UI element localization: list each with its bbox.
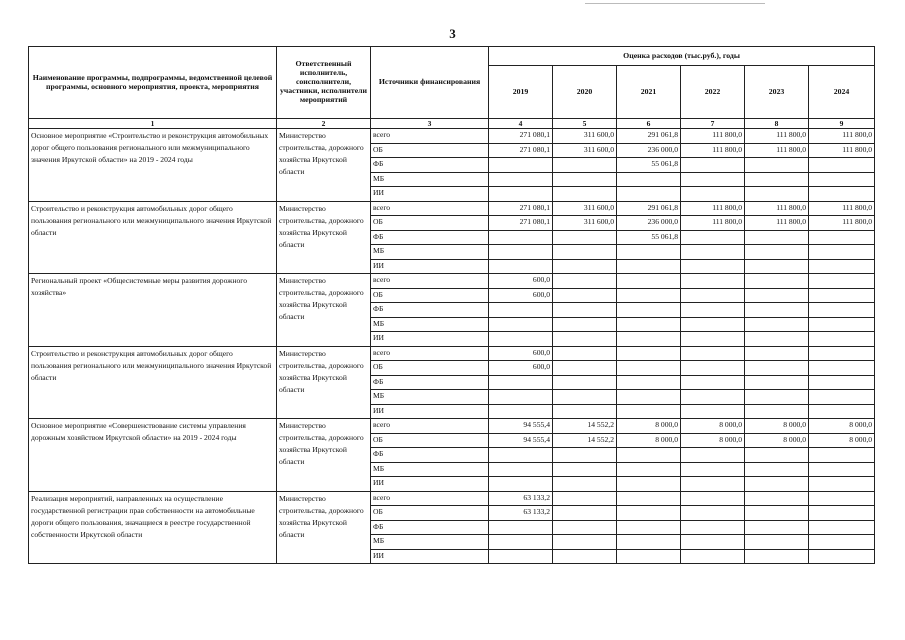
expense-value: 55 061,8 xyxy=(617,158,681,173)
expense-value: 8 000,0 xyxy=(745,419,809,434)
expense-value: 291 061,8 xyxy=(617,129,681,144)
page-number: 3 xyxy=(449,26,456,41)
expense-value xyxy=(681,346,745,361)
funding-source: ФБ xyxy=(371,230,489,245)
expense-value xyxy=(745,361,809,376)
funding-source: ИИ xyxy=(371,549,489,564)
expense-value xyxy=(745,172,809,187)
expense-value: 271 080,1 xyxy=(489,201,553,216)
expense-value xyxy=(809,303,875,318)
expense-value xyxy=(617,332,681,347)
expense-value: 63 133,2 xyxy=(489,491,553,506)
expense-value xyxy=(681,390,745,405)
activity-executor: Министерство строительства, дорожного хозяйства Иркутской области xyxy=(277,201,371,274)
expense-value xyxy=(809,245,875,260)
funding-source: ИИ xyxy=(371,259,489,274)
funding-source: ОБ xyxy=(371,216,489,231)
expense-value xyxy=(617,288,681,303)
funding-source: всего xyxy=(371,201,489,216)
expense-value xyxy=(745,317,809,332)
expense-value xyxy=(681,230,745,245)
expense-value: 94 555,4 xyxy=(489,419,553,434)
expense-value xyxy=(745,259,809,274)
expense-value xyxy=(681,317,745,332)
expense-value xyxy=(617,448,681,463)
expense-value: 14 552,2 xyxy=(553,419,617,434)
column-number: 6 xyxy=(617,119,681,129)
expense-value xyxy=(617,245,681,260)
expense-table xyxy=(28,46,875,564)
expense-value: 8 000,0 xyxy=(681,419,745,434)
funding-source: ИИ xyxy=(371,477,489,492)
expense-value xyxy=(809,520,875,535)
expense-value xyxy=(809,375,875,390)
expense-value xyxy=(681,158,745,173)
funding-source: всего xyxy=(371,274,489,289)
expense-value xyxy=(617,274,681,289)
expense-value xyxy=(489,462,553,477)
expense-value xyxy=(617,390,681,405)
expense-value: 291 061,8 xyxy=(617,201,681,216)
expense-value xyxy=(809,172,875,187)
funding-source: ФБ xyxy=(371,303,489,318)
expense-value xyxy=(553,462,617,477)
expense-value: 271 080,1 xyxy=(489,143,553,158)
expense-value xyxy=(809,274,875,289)
column-number: 3 xyxy=(371,119,489,129)
expense-value xyxy=(745,332,809,347)
expense-value: 311 600,0 xyxy=(553,143,617,158)
table-row xyxy=(29,274,875,289)
expense-value: 311 600,0 xyxy=(553,201,617,216)
table-row xyxy=(29,129,875,144)
header-year: 2023 xyxy=(745,66,809,119)
expense-value: 111 800,0 xyxy=(745,216,809,231)
scan-edge-line xyxy=(585,3,765,4)
expense-value xyxy=(745,535,809,550)
expense-value xyxy=(745,158,809,173)
expense-value xyxy=(489,259,553,274)
expense-value xyxy=(809,187,875,202)
expense-value xyxy=(809,448,875,463)
expense-value xyxy=(553,303,617,318)
funding-source: ОБ xyxy=(371,433,489,448)
expense-value xyxy=(617,303,681,318)
expense-value xyxy=(681,274,745,289)
expense-value xyxy=(681,549,745,564)
funding-source: всего xyxy=(371,346,489,361)
activity-executor: Министерство строительства, дорожного хозяйства Иркутской области xyxy=(277,419,371,492)
activity-name: Строительство и реконструкция автомобильных дорог общего пользования регионального или межмуниципального значения Иркутской области xyxy=(29,346,277,419)
header-year: 2021 xyxy=(617,66,681,119)
funding-source: ОБ xyxy=(371,506,489,521)
funding-source: ОБ xyxy=(371,143,489,158)
funding-source: всего xyxy=(371,419,489,434)
column-number: 2 xyxy=(277,119,371,129)
expense-value xyxy=(745,549,809,564)
expense-value xyxy=(681,448,745,463)
expense-value: 236 000,0 xyxy=(617,143,681,158)
expense-value xyxy=(553,317,617,332)
expense-value xyxy=(745,245,809,260)
expense-value: 600,0 xyxy=(489,274,553,289)
table-row xyxy=(29,201,875,216)
funding-source: МБ xyxy=(371,535,489,550)
header-year: 2022 xyxy=(681,66,745,119)
expense-value xyxy=(617,187,681,202)
expense-value: 63 133,2 xyxy=(489,506,553,521)
funding-source: МБ xyxy=(371,172,489,187)
expense-value: 8 000,0 xyxy=(809,433,875,448)
expense-value xyxy=(553,361,617,376)
header-name: Наименование программы, подпрограммы, ведомственной целевой программы, основного мероприятия, проекта, мероприятия xyxy=(29,47,277,119)
expense-value xyxy=(617,172,681,187)
funding-source: всего xyxy=(371,491,489,506)
header-executor: Ответственный исполнитель, соисполнители, участники, исполнители мероприятий xyxy=(277,47,371,119)
funding-source: ФБ xyxy=(371,375,489,390)
expense-value xyxy=(809,491,875,506)
expense-value xyxy=(553,520,617,535)
expense-value xyxy=(809,361,875,376)
funding-source: МБ xyxy=(371,317,489,332)
expense-value xyxy=(809,390,875,405)
expense-value xyxy=(489,404,553,419)
activity-name: Строительство и реконструкция автомобильных дорог общего пользования регионального или межмуниципального значения Иркутской области xyxy=(29,201,277,274)
funding-source: ФБ xyxy=(371,520,489,535)
expense-value xyxy=(617,317,681,332)
activity-name: Реализация мероприятий, направленных на осуществление государственной регистрации прав собственности на автомобильные дороги общего пользования, значащиеся в реестре государственной собственности Иркутской области xyxy=(29,491,277,564)
expense-value: 271 080,1 xyxy=(489,216,553,231)
expense-value: 111 800,0 xyxy=(745,201,809,216)
expense-value xyxy=(553,230,617,245)
expense-value: 311 600,0 xyxy=(553,129,617,144)
expense-value: 8 000,0 xyxy=(745,433,809,448)
expense-value xyxy=(809,506,875,521)
expense-value xyxy=(489,477,553,492)
funding-source: ИИ xyxy=(371,187,489,202)
expense-value xyxy=(617,346,681,361)
expense-value xyxy=(809,332,875,347)
expense-value: 94 555,4 xyxy=(489,433,553,448)
expense-value xyxy=(489,230,553,245)
expense-value xyxy=(809,535,875,550)
expense-value: 271 080,1 xyxy=(489,129,553,144)
activity-name: Основное мероприятие «Строительство и реконструкция автомобильных дорог общего пользования регионального или межмуниципального значения Иркутской области» на 2019 - 2024 годы xyxy=(29,129,277,202)
column-number: 4 xyxy=(489,119,553,129)
column-number: 1 xyxy=(29,119,277,129)
expense-value xyxy=(745,491,809,506)
expense-value: 111 800,0 xyxy=(681,201,745,216)
expense-value xyxy=(681,404,745,419)
expense-value xyxy=(553,375,617,390)
expense-value xyxy=(681,303,745,318)
expense-value: 111 800,0 xyxy=(809,201,875,216)
expense-value xyxy=(809,158,875,173)
funding-source: ФБ xyxy=(371,448,489,463)
expense-value xyxy=(553,158,617,173)
activity-executor: Министерство строительства, дорожного хозяйства Иркутской области xyxy=(277,346,371,419)
expense-value xyxy=(617,477,681,492)
column-number: 7 xyxy=(681,119,745,129)
expense-value xyxy=(553,549,617,564)
expense-value xyxy=(617,549,681,564)
expense-value xyxy=(809,462,875,477)
expense-value: 311 600,0 xyxy=(553,216,617,231)
expense-value xyxy=(489,549,553,564)
expense-value xyxy=(681,187,745,202)
expense-value xyxy=(553,332,617,347)
header-estimate: Оценка расходов (тыс.руб.), годы xyxy=(489,47,875,66)
expense-value xyxy=(617,404,681,419)
expense-value xyxy=(809,477,875,492)
expense-value xyxy=(489,158,553,173)
expense-value xyxy=(553,346,617,361)
funding-source: МБ xyxy=(371,462,489,477)
expense-value xyxy=(489,303,553,318)
expense-value: 111 800,0 xyxy=(745,129,809,144)
expense-value xyxy=(809,288,875,303)
expense-value: 14 552,2 xyxy=(553,433,617,448)
expense-value xyxy=(617,259,681,274)
expense-value xyxy=(681,375,745,390)
funding-source: всего xyxy=(371,129,489,144)
column-number: 5 xyxy=(553,119,617,129)
expense-value: 111 800,0 xyxy=(809,143,875,158)
expense-value xyxy=(809,346,875,361)
expense-value xyxy=(617,375,681,390)
expense-value xyxy=(489,535,553,550)
expense-value: 600,0 xyxy=(489,346,553,361)
expense-value xyxy=(553,535,617,550)
expense-value: 8 000,0 xyxy=(809,419,875,434)
expense-value xyxy=(745,462,809,477)
expense-value xyxy=(681,172,745,187)
activity-executor: Министерство строительства, дорожного хозяйства Иркутской области xyxy=(277,129,371,202)
expense-value: 111 800,0 xyxy=(745,143,809,158)
expense-value xyxy=(553,448,617,463)
expense-value xyxy=(745,448,809,463)
expense-value xyxy=(553,477,617,492)
expense-value xyxy=(745,288,809,303)
column-number: 8 xyxy=(745,119,809,129)
expense-value xyxy=(745,506,809,521)
funding-source: ОБ xyxy=(371,288,489,303)
expense-value: 55 061,8 xyxy=(617,230,681,245)
funding-source: ИИ xyxy=(371,404,489,419)
expense-value xyxy=(681,245,745,260)
expense-value xyxy=(489,245,553,260)
funding-source: ИИ xyxy=(371,332,489,347)
expense-value xyxy=(809,404,875,419)
expense-value xyxy=(489,390,553,405)
expense-value xyxy=(681,259,745,274)
header-year: 2019 xyxy=(489,66,553,119)
expense-value: 8 000,0 xyxy=(617,419,681,434)
expense-value: 111 800,0 xyxy=(809,129,875,144)
expense-value xyxy=(745,390,809,405)
expense-value xyxy=(553,288,617,303)
expense-value xyxy=(745,404,809,419)
expense-value xyxy=(617,535,681,550)
expense-value xyxy=(553,404,617,419)
expense-value xyxy=(681,535,745,550)
expense-value xyxy=(681,477,745,492)
expense-value xyxy=(489,448,553,463)
expense-value xyxy=(681,288,745,303)
expense-value xyxy=(745,230,809,245)
expense-value xyxy=(553,187,617,202)
activity-name: Основное мероприятие «Совершенствование системы управления дорожным хозяйством Иркутской области» на 2019 - 2024 годы xyxy=(29,419,277,492)
expense-value: 111 800,0 xyxy=(681,216,745,231)
expense-value xyxy=(745,520,809,535)
expense-value xyxy=(553,245,617,260)
expense-value xyxy=(553,390,617,405)
expense-value xyxy=(745,274,809,289)
table-row xyxy=(29,419,875,434)
funding-source: МБ xyxy=(371,245,489,260)
expense-value xyxy=(809,259,875,274)
table-header xyxy=(29,47,875,129)
expense-value xyxy=(745,477,809,492)
expense-value xyxy=(681,462,745,477)
expense-value xyxy=(745,346,809,361)
expense-value xyxy=(617,520,681,535)
expense-value: 111 800,0 xyxy=(681,143,745,158)
expense-value xyxy=(489,520,553,535)
expense-value xyxy=(745,375,809,390)
header-year: 2024 xyxy=(809,66,875,119)
expense-value xyxy=(745,303,809,318)
expense-value xyxy=(681,520,745,535)
expense-value: 8 000,0 xyxy=(617,433,681,448)
expense-value xyxy=(809,230,875,245)
expense-value xyxy=(745,187,809,202)
expense-value xyxy=(681,506,745,521)
expense-value xyxy=(809,317,875,332)
expense-value xyxy=(553,506,617,521)
header-source: Источники финансирования xyxy=(371,47,489,119)
expense-value xyxy=(809,549,875,564)
expense-value xyxy=(489,317,553,332)
funding-source: МБ xyxy=(371,390,489,405)
table-row xyxy=(29,346,875,361)
expense-value xyxy=(489,332,553,347)
funding-source: ФБ xyxy=(371,158,489,173)
header-year: 2020 xyxy=(553,66,617,119)
expense-value xyxy=(553,274,617,289)
expense-value xyxy=(489,187,553,202)
expense-value xyxy=(489,172,553,187)
expense-value: 236 000,0 xyxy=(617,216,681,231)
activity-executor: Министерство строительства, дорожного хозяйства Иркутской области xyxy=(277,274,371,347)
activity-executor: Министерство строительства, дорожного хозяйства Иркутской области xyxy=(277,491,371,564)
expense-value xyxy=(489,375,553,390)
expense-value xyxy=(617,361,681,376)
expense-value: 8 000,0 xyxy=(681,433,745,448)
expense-value xyxy=(681,332,745,347)
expense-value xyxy=(553,491,617,506)
activity-name: Региональный проект «Общесистемные меры развития дорожного хозяйства» xyxy=(29,274,277,347)
table-row xyxy=(29,491,875,506)
column-number: 9 xyxy=(809,119,875,129)
expense-value xyxy=(681,491,745,506)
expense-value xyxy=(681,361,745,376)
expense-value: 600,0 xyxy=(489,288,553,303)
table-body xyxy=(29,129,875,564)
expense-value: 111 800,0 xyxy=(809,216,875,231)
expense-value xyxy=(553,172,617,187)
expense-value xyxy=(617,491,681,506)
expense-value xyxy=(617,462,681,477)
expense-value xyxy=(617,506,681,521)
column-number-row xyxy=(29,119,875,129)
expense-value: 111 800,0 xyxy=(681,129,745,144)
expense-value: 600,0 xyxy=(489,361,553,376)
funding-source: ОБ xyxy=(371,361,489,376)
expense-value xyxy=(553,259,617,274)
